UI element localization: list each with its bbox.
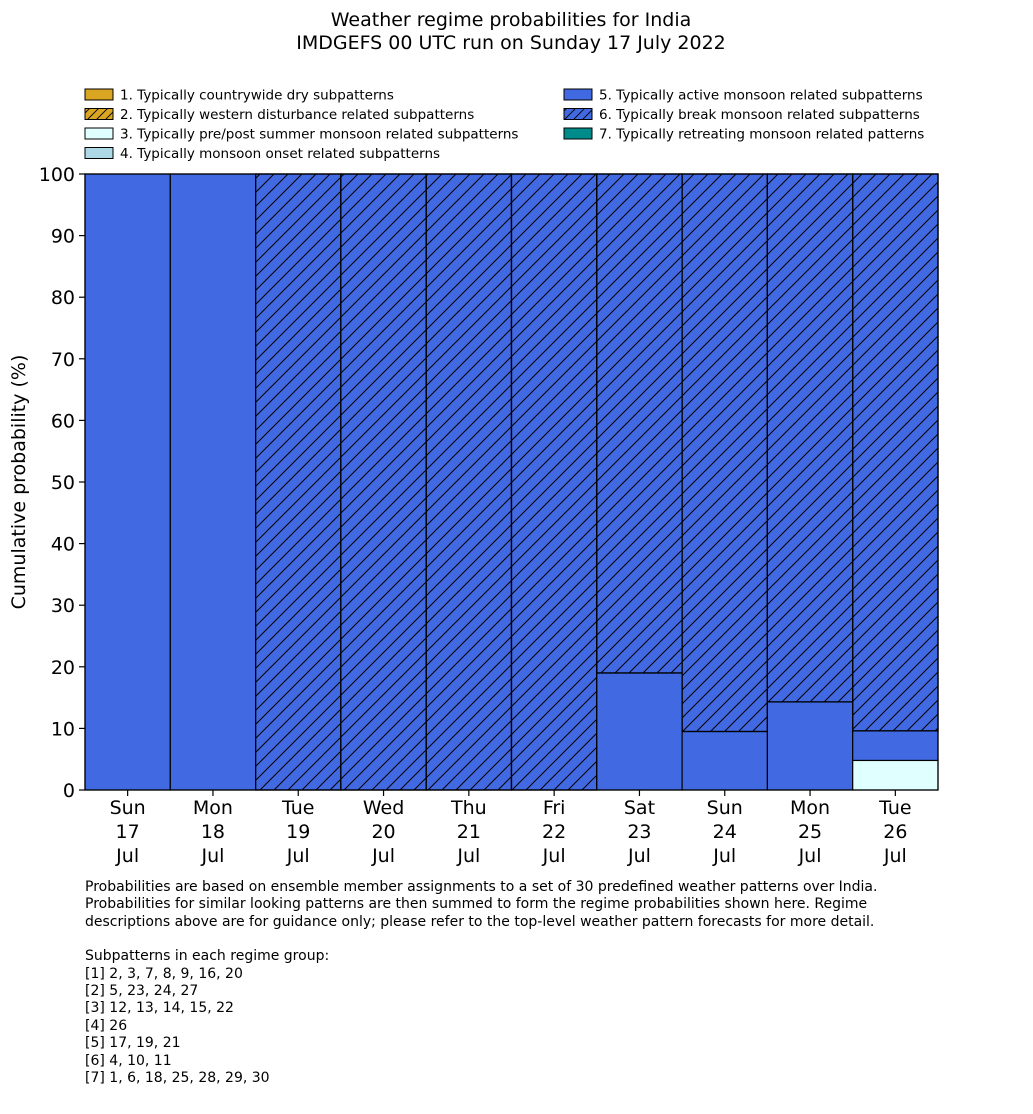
- x-tick-label: 21: [456, 821, 481, 843]
- note-line: descriptions above are for guidance only; please refer to the top-level weather pattern forecasts for more detail.: [85, 913, 875, 930]
- bar-segment-hatch: [341, 174, 426, 790]
- legend-swatch-hatch: [85, 109, 113, 120]
- bar-segment: [853, 760, 938, 790]
- x-tick-label: Jul: [798, 845, 822, 867]
- x-tick-label: Jul: [713, 845, 737, 867]
- x-tick-label: Jul: [201, 845, 225, 867]
- x-tick-label: Mon: [790, 797, 831, 819]
- x-tick-label: 24: [712, 821, 737, 843]
- group-line: [5] 17, 19, 21: [85, 1035, 181, 1052]
- x-tick-label: 26: [883, 821, 908, 843]
- legend-label: 3. Typically pre/post summer monsoon related subpatterns: [120, 126, 519, 143]
- y-tick-label: 100: [38, 164, 75, 186]
- legend-swatch: [85, 89, 113, 100]
- legend-label: 4. Typically monsoon onset related subpatterns: [120, 146, 441, 162]
- bar-segment: [85, 174, 170, 790]
- legend-swatch: [564, 128, 592, 139]
- x-tick-label: Thu: [450, 797, 487, 819]
- x-tick-label: Sun: [706, 797, 743, 819]
- legend-label: 1. Typically countrywide dry subpatterns: [120, 87, 394, 104]
- legend-swatch-hatch: [564, 109, 592, 120]
- notes: [85, 879, 1005, 1087]
- x-tick-label: 17: [115, 821, 140, 843]
- x-tick-label: 19: [286, 821, 311, 843]
- x-tick-label: Sun: [109, 797, 146, 819]
- x-tick-label: 20: [371, 821, 396, 843]
- bar-segment-hatch: [767, 174, 852, 702]
- bar-segment-hatch: [512, 174, 597, 790]
- group-line: [4] 26: [85, 1017, 128, 1034]
- bar-segment: [767, 702, 852, 790]
- y-tick-label: 70: [50, 348, 75, 371]
- y-tick-label: 20: [50, 656, 75, 679]
- y-tick-label: 30: [50, 595, 75, 618]
- x-tick-label: Jul: [542, 845, 566, 867]
- x-tick-label: Jul: [372, 845, 396, 867]
- legend-swatch: [85, 128, 113, 139]
- x-axis: [110, 790, 912, 867]
- legend-label: 5. Typically active monsoon related subpatterns: [599, 87, 923, 104]
- x-tick-label: Tue: [879, 797, 912, 819]
- bar-segment: [682, 731, 767, 790]
- y-tick-label: 50: [50, 472, 75, 494]
- x-tick-label: Jul: [116, 845, 140, 867]
- y-axis-label: Cumulative probability (%): [8, 354, 30, 610]
- group-line: [7] 1, 6, 18, 25, 28, 29, 30: [85, 1070, 270, 1087]
- bar-segment-hatch: [597, 174, 682, 673]
- x-tick-label: Tue: [282, 797, 315, 819]
- bar-segment: [597, 673, 682, 790]
- bar-segment-hatch: [853, 174, 938, 731]
- x-tick-label: Mon: [192, 797, 233, 819]
- y-tick-label: 90: [50, 225, 75, 248]
- group-line: [3] 12, 13, 14, 15, 22: [85, 1000, 234, 1017]
- y-axis: [39, 164, 85, 802]
- groups-heading: Subpatterns in each regime group:: [85, 948, 330, 965]
- x-tick-label: Jul: [286, 845, 310, 867]
- y-tick-label: 80: [50, 287, 75, 310]
- x-tick-label: Wed: [362, 797, 405, 819]
- note-line: Probabilities are based on ensemble member assignments to a set of 30 predefined weather patterns over India.: [85, 879, 878, 895]
- legend-label: 2. Typically western disturbance related subpatterns: [120, 107, 475, 123]
- y-tick-label: 60: [50, 410, 75, 433]
- x-tick-label: 25: [797, 821, 823, 843]
- group-line: [2] 5, 23, 24, 27: [85, 983, 199, 1000]
- x-tick-label: 22: [542, 821, 567, 843]
- x-tick-label: 23: [627, 821, 652, 843]
- group-line: [6] 4, 10, 11: [85, 1052, 172, 1069]
- bar-segment: [853, 731, 938, 761]
- x-tick-label: Jul: [883, 845, 907, 867]
- group-line: [1] 2, 3, 7, 8, 9, 16, 20: [85, 965, 243, 982]
- bar-segment-hatch: [256, 174, 341, 790]
- legend-swatch: [564, 89, 592, 100]
- y-tick-label: 10: [50, 718, 75, 741]
- chart-title: Weather regime probabilities for India: [330, 9, 692, 31]
- legend-label: 6. Typically break monsoon related subpatterns: [599, 107, 920, 123]
- y-tick-label: 0: [62, 780, 75, 802]
- bar-segment: [170, 174, 255, 790]
- chart-subtitle: IMDGEFS 00 UTC run on Sunday 17 July 2022: [296, 32, 726, 54]
- x-tick-label: Sat: [623, 797, 656, 819]
- legend-label: 7. Typically retreating monsoon related patterns: [599, 126, 925, 143]
- legend-swatch: [85, 148, 113, 159]
- legend: [85, 88, 924, 163]
- y-tick-label: 40: [50, 533, 75, 556]
- x-tick-label: Jul: [627, 845, 651, 867]
- note-line: Probabilities for similar looking patterns are then summed to form the regime probabilities shown here. Regime: [85, 896, 868, 913]
- bar-segment-hatch: [426, 174, 511, 790]
- x-tick-label: Fri: [542, 797, 566, 819]
- bar-segment-hatch: [682, 174, 767, 731]
- x-tick-label: 18: [200, 821, 226, 843]
- bars: [85, 174, 938, 790]
- x-tick-label: Jul: [457, 845, 481, 867]
